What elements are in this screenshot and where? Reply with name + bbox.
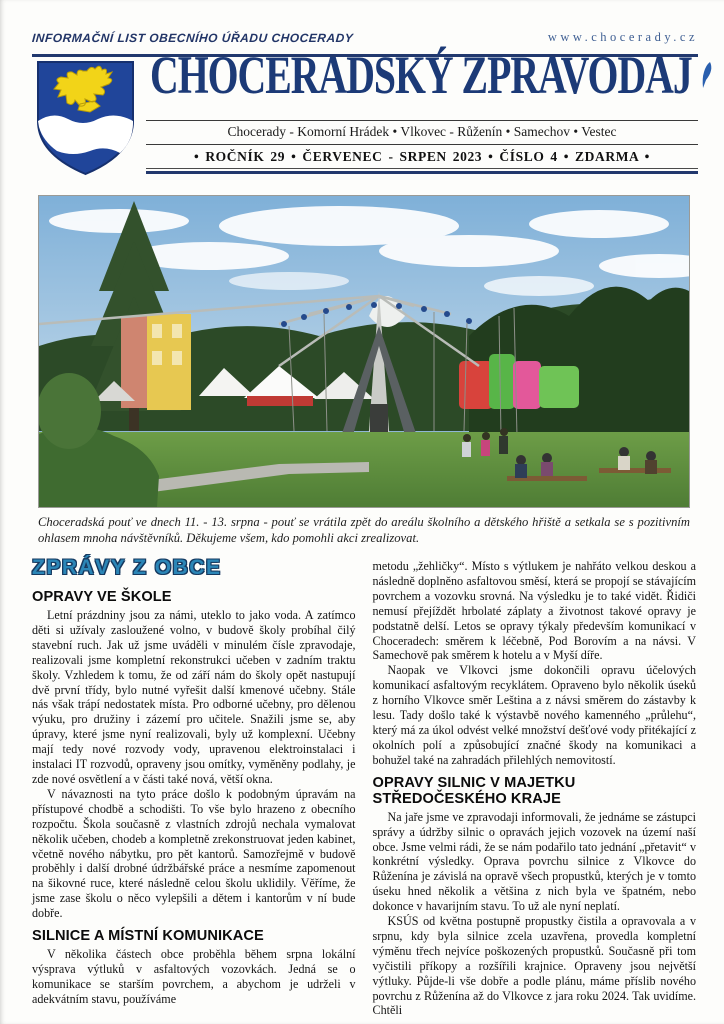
photo-caption: Choceradská pouť ve dnech 11. - 13. srpna - pouť se vrátila zpět do areálu školního a dětského hřiště a setkala se s pozitivním ohlasem mnoha návštěvníků. Děkujeme všem, kdo pomohli akci zrealizovat. (38, 515, 690, 546)
body-paragraph: V návaznosti na tyto práce došlo k podobným úpravám na přístupové chodbě a schodišti. To vše bylo hrazeno z obecního rozpočtu. Škola současně z vlastních zdrojů nechala vymalovat několik učeben, chodeb a kompletně zrekonstruovat jeden kabinet, včetně nového nábytku, pro pět kantorů. Samozřejmě v budově proběhly i další drobné údržbářské práce a nesmíme zapomenout na šikovné ruce, které následně celou školu uklidily. Věříme, že jsme zase školu o něco vylepšili a dětem i kantorům v ní bude dobře. (32, 786, 356, 921)
school-building (121, 314, 191, 410)
body-paragraph: KSÚS od května postupně propustky čistila a opravovala a v srpnu, kdy byla silnice zcela uzavřena, provedla kompletní výměnu třech nejvíce poškozených propustků. Současně při tom vyčistili příkopy a rozšířili krajnice. Opraveny jsou největší výtluky. Půjde-li vše dobře a podle plánu, máme příslib nového povrchu z Růženína až do Vlkovce z jara roku 2024. Tak uvidíme. Chtěli (372, 914, 696, 1018)
masthead-rule-3 (146, 168, 698, 174)
left-column (32, 556, 356, 1018)
body-paragraph: V několika částech obce proběhla během srpna lokální výsprava výtluků v asfaltových vozovkách. Jedná se o komunikace se starším povrchem, a abychom je udrželi v adekvátním stavu, používáme (32, 947, 356, 1006)
newsletter-tagline: INFORMAČNÍ LIST OBECNÍHO ÚŘADU CHOCERADY (31, 31, 354, 45)
quill-decor-icon (694, 60, 716, 90)
issue-line: • ROČNÍK 29 • ČERVENEC - SRPEN 2023 • ČÍSLO 4 • ZDARMA • (194, 149, 650, 164)
masthead (146, 46, 698, 174)
body-paragraph: Letní prázdniny jsou za námi, uteklo to jako voda. A zatímco děti si užívaly zasloužené volno, v budově školy probíhal čilý stavební ruch. Jak už jsme uváděli v minulém čísle zpravodaje, realizovali jsme kompletní rekonstrukci učeben v zadním traktu školy. Vzhledem k tomu, že od září nám do školy opět nastupují dvě první třídy, bylo nutné vyřešit další kmenové učebny. Stále nás však trápí nedostatek místa. Pro odborné učebny, pro dělenou výuku, pro družiny i zázemí pro učitele. Snažili jsme se, aby úpravy, které jsme nyní realizovali, byly už komplexní. Učebny mají tedy nové rozvody vody, upravenou elektroinstalaci i instalaci IT rozvodů, opraveny jsou omítky, vyměněny podlahy, je zde nové osvětlení a v části také nová, větší okna. (32, 608, 356, 786)
section-title-zpravy-z-obce: ZPRÁVY Z OBCE (32, 556, 222, 579)
newsletter-title: CHOCERADSKÝ ZPRAVODAJ (150, 46, 692, 106)
website-link[interactable]: www.chocerady.cz (547, 30, 698, 44)
body-paragraph: metodu „žehličky“. Místo s výtlukem je nahřáto velkou deskou a následně doplněno asfaltovou směsí, která se propojí se stávajícím povrchem a vozovku srovná. Na výsledku je to také vidět. Řidiči nemusí přejíždět hrbolaté záplaty a životnost takové opravy je podstatně delší. Letos se opravy týkaly především komunikací v Choceradech: směrem k léčebně, Pod Borovím a na návsi. V Samechově pak směrem k hotelu a v Myší díře. (372, 559, 696, 663)
lead-figure (38, 195, 690, 546)
fairground-photo (38, 195, 690, 508)
article-columns (32, 556, 696, 1018)
body-paragraph: Naopak ve Vlkovci jsme dokončili opravu účelových komunikací asfaltovým recyklátem. Opraveno bylo několik úseků z horního Vlkovce směr Leština a z návsi směrem do zástavby k lesu. Tady došlo také k výstavbě nového kamenného „průlehu“, který má za úkol odvést velké množství dešťové vody přitékající z okolních polí a způsobující značné škody na komunikaci a bohužel také na zahradách přilehlých nemovitostí. (372, 663, 696, 767)
article-title-opravy-ve-skole: OPRAVY VE ŠKOLE (32, 589, 172, 605)
bush (39, 373, 101, 449)
body-paragraph: Na jaře jsme ve zpravodaji informovali, že jednáme se zástupci správy a údržby silnic o opravách jejich vozovek na území naší obce. Jsme velmi rádi, že se nám podařilo tato jednání „přetavit“ v konkrétní výsledky. Oprava povrchu silnice z Vlkovce do Růženína je závislá na opravě všech propustků, kterých je v tomto úseku hned několik a většina z nich byla ve špatném, nebo dokonce v havarijním stavu. To už ale nyní neplatí. (372, 809, 696, 914)
right-column (373, 556, 697, 1018)
article-title-opravy-silnic-kraj: OPRAVY SILNIC V MAJETKU STŘEDOČESKÉHO KRAJE (372, 774, 576, 807)
villages-line: Chocerady - Komorní Hrádek • Vlkovec - Růženín • Samechov • Vestec (227, 124, 617, 139)
article-title-silnice-komunikace: SILNICE A MÍSTNÍ KOMUNIKACE (32, 928, 264, 945)
coat-of-arms (35, 59, 136, 177)
